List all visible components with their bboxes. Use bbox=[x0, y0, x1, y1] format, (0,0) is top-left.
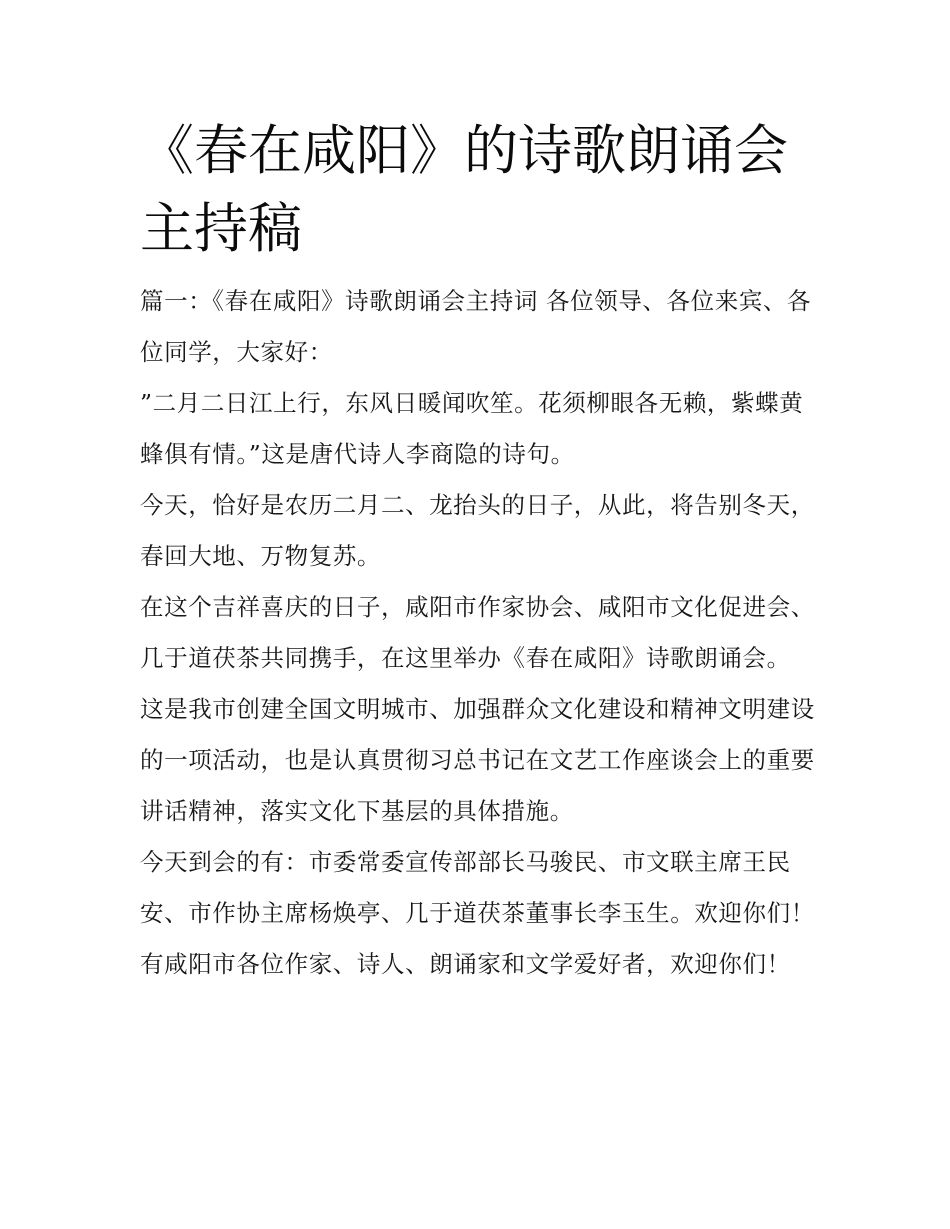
paragraph-event: 在这个吉祥喜庆的日子，咸阳市作家协会、咸阳市文化促进会、几于道茯茶共同携手，在这里举办《春在咸阳》诗歌朗诵会。 bbox=[140, 593, 815, 672]
paragraph-today: 今天，恰好是农历二月二、龙抬头的日子，从此，将告别冬天，春回大地、万物复苏。 bbox=[140, 491, 815, 570]
paragraph-purpose: 这是我市创建全国文明城市、加强群众文化建设和精神文明建设的一项活动，也是认真贯彻习总书记在文艺工作座谈会上的重要讲话精神，落实文化下基层的具体措施。 bbox=[140, 695, 815, 825]
paragraph-poem-quote: ”二月二日江上行，东风日暖闻吹笙。花须柳眼各无赖，紫蝶黄蜂俱有情。”这是唐代诗人李商隐的诗句。 bbox=[140, 389, 804, 468]
paragraph-welcome: 有咸阳市各位作家、诗人、朗诵家和文学爱好者，欢迎你们！ bbox=[140, 950, 791, 978]
document-body bbox=[140, 276, 822, 990]
paragraph-intro: 篇一：《春在咸阳》诗歌朗诵会主持词 各位领导、各位来宾、各位同学，大家好： bbox=[140, 287, 812, 366]
paragraph-attendees: 今天到会的有：市委常委宣传部部长马骏民、市文联主席王民安、市作协主席杨焕亭、几于道茯茶董事长李玉生。欢迎你们！ bbox=[140, 848, 815, 927]
document-title: 《春在咸阳》的诗歌朗诵会主持稿 bbox=[140, 119, 788, 260]
